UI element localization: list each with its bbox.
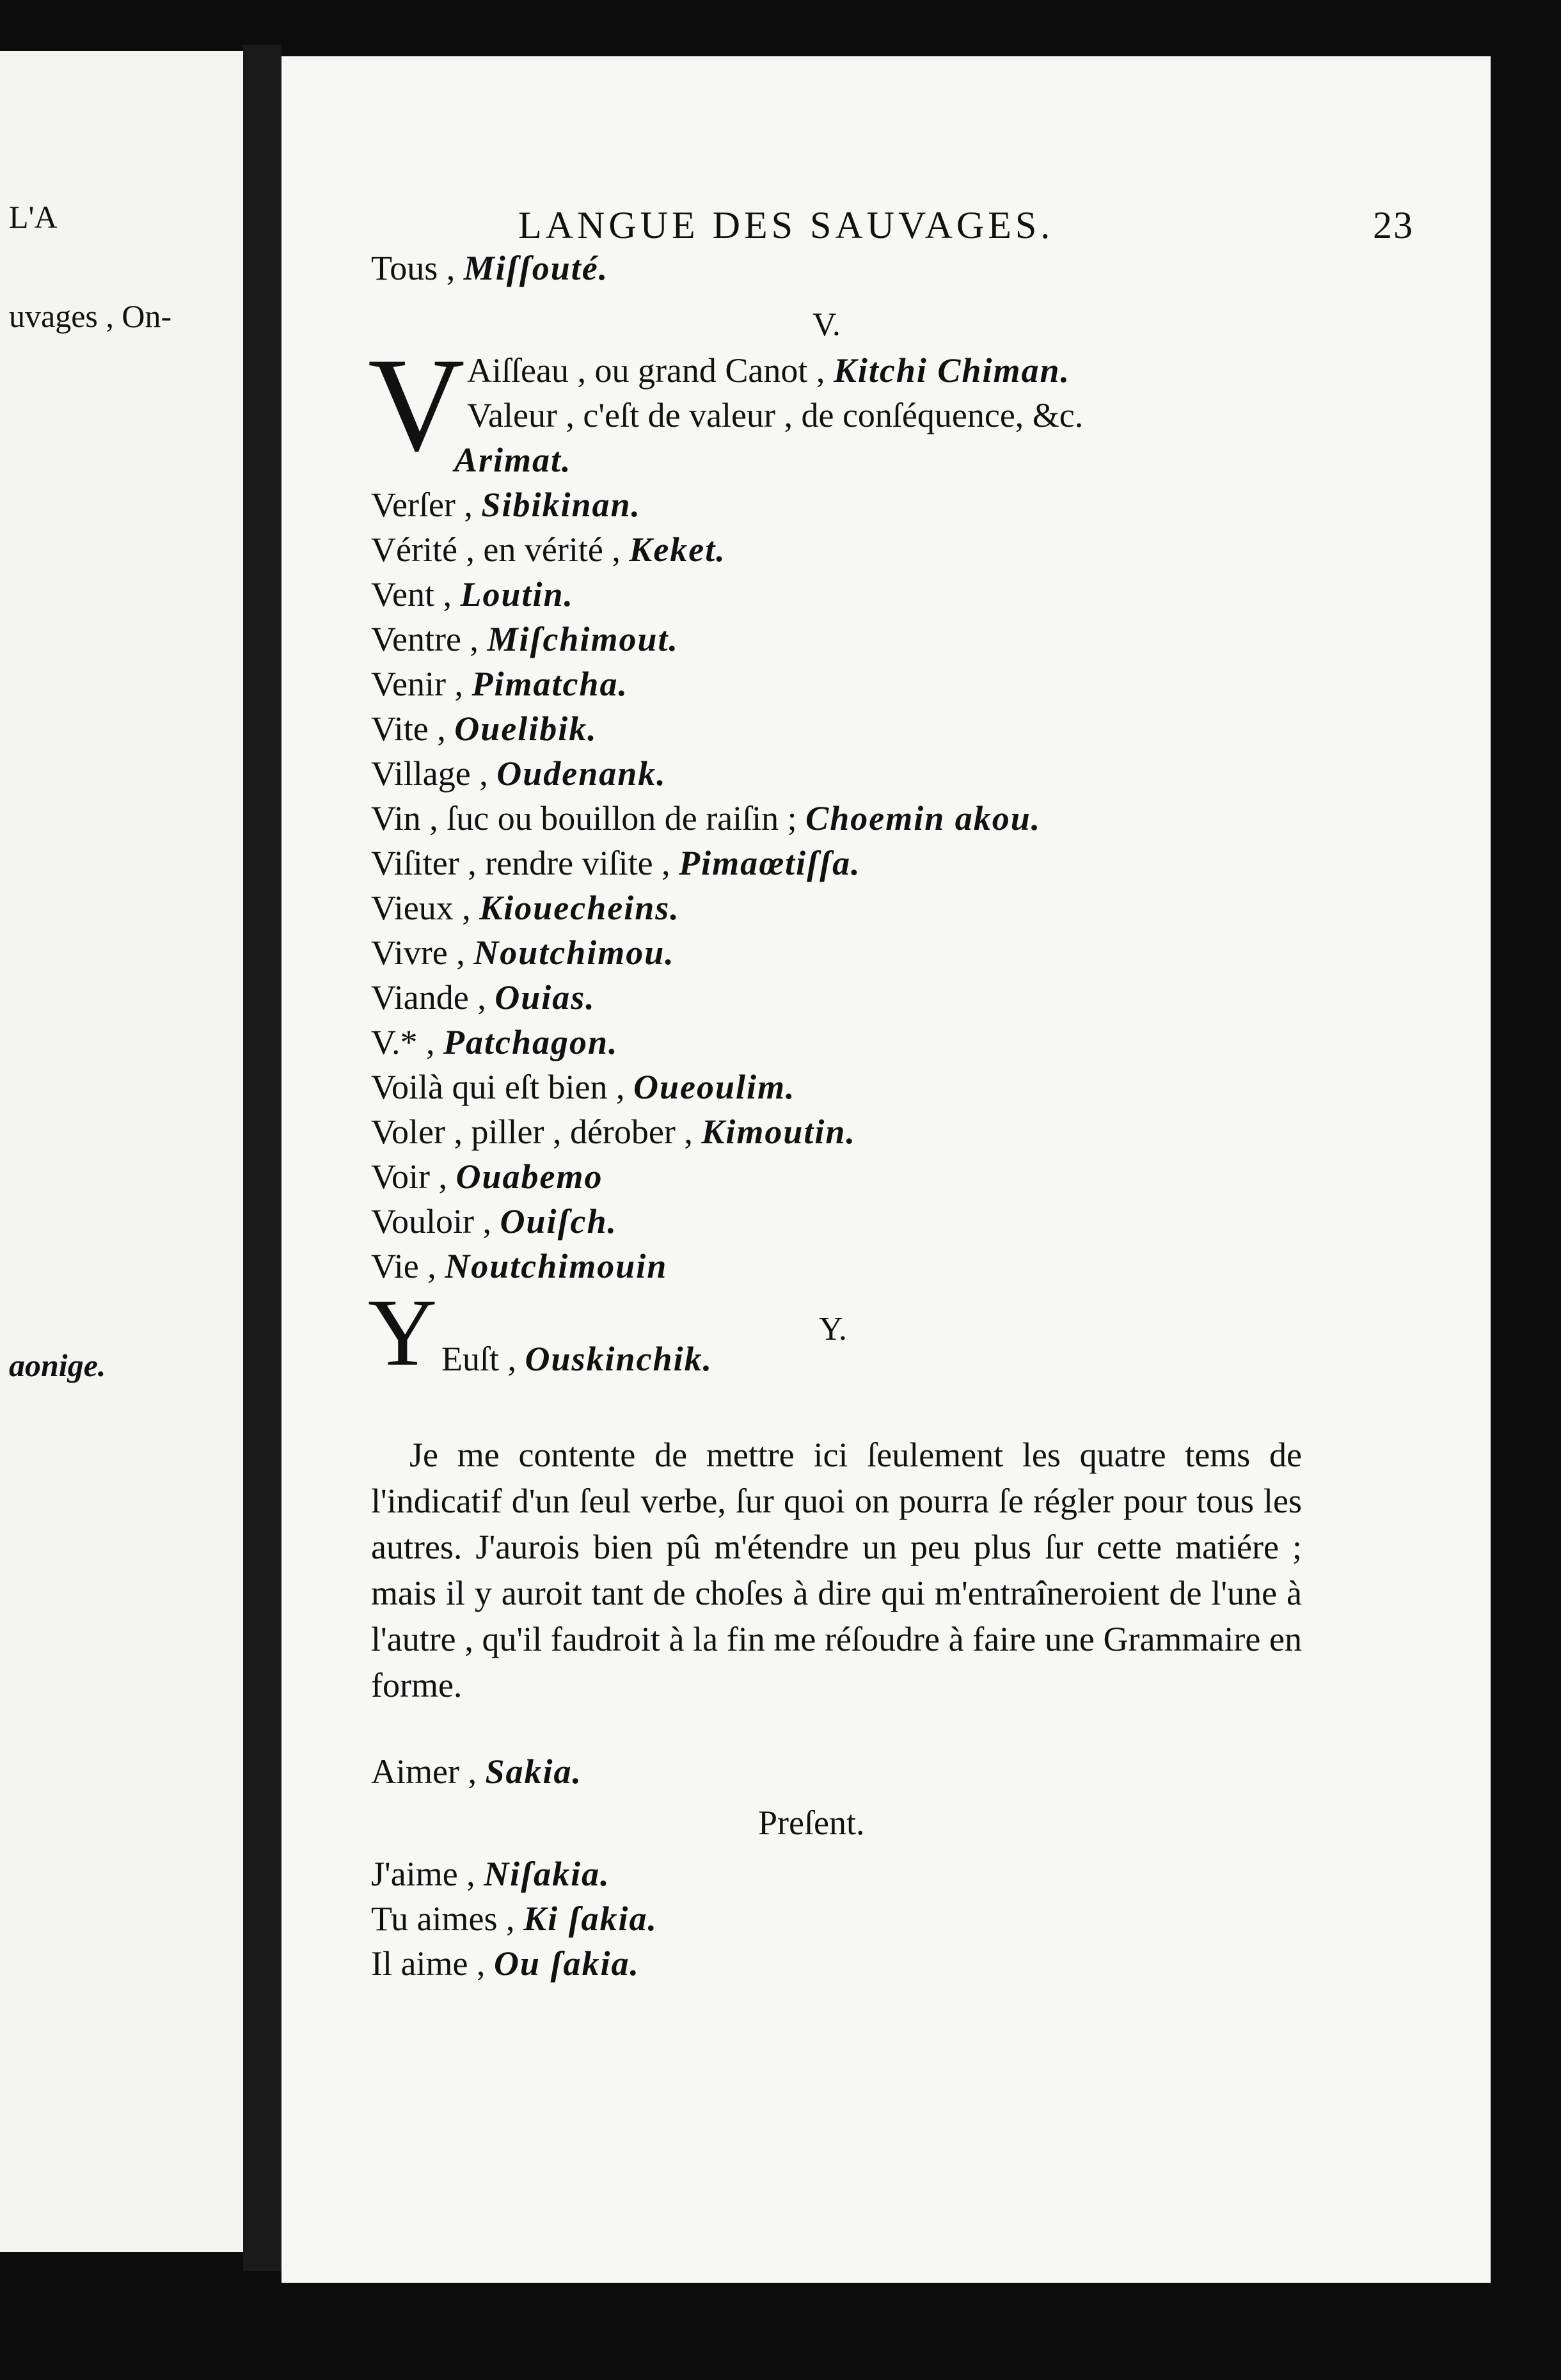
- entry-word: J'aime ,: [371, 1855, 475, 1893]
- entry-translation: Arimat.: [454, 441, 572, 479]
- entry-word: Tu aimes ,: [371, 1900, 515, 1938]
- entry-line: [371, 933, 675, 972]
- entry-word: Venir ,: [371, 665, 463, 703]
- running-head: [518, 203, 1414, 248]
- conjugation-line: [371, 1944, 640, 1983]
- entry-translation: Loutin.: [460, 575, 574, 614]
- entry-translation: Ouiſch.: [500, 1202, 618, 1241]
- entry-translation: Ouabemo: [456, 1157, 603, 1196]
- entry-line: [371, 664, 628, 704]
- entry-line: [371, 709, 598, 749]
- entry-translation: Kimoutin.: [701, 1113, 856, 1151]
- entry-translation: Sibikinan.: [481, 486, 642, 524]
- verb-infinitive-line: [371, 1752, 582, 1791]
- entry-translation: Niſakia.: [484, 1855, 610, 1893]
- entry-line: [371, 754, 667, 793]
- left-page-fragment: uvages , On-: [9, 298, 172, 334]
- entry-translation: Noutchimou.: [473, 933, 675, 972]
- entry-word: Viſiter , rendre viſite ,: [371, 844, 670, 882]
- entry-line: [371, 843, 861, 883]
- entry-line: Valeur , c'eſt de valeur , de conſéquence, &c.: [467, 396, 1084, 434]
- left-page-fragment: L'A: [9, 199, 58, 235]
- entry-word: Vite ,: [371, 710, 446, 748]
- left-page-fragment: aonige.: [9, 1347, 106, 1383]
- entry-line: [371, 978, 596, 1017]
- entry-line: [371, 798, 1041, 838]
- entry-word: Vérité , en vérité ,: [371, 530, 621, 569]
- entry-word: Euſt ,: [441, 1340, 516, 1378]
- left-page: [0, 51, 250, 2252]
- entry-translation: Pimatcha.: [471, 665, 628, 703]
- entry-translation: Noutchimouin: [445, 1247, 668, 1285]
- entry-translation: Ouskinchik.: [525, 1340, 713, 1378]
- section-heading-v: V.: [812, 306, 841, 343]
- conjugation-line: [371, 1854, 610, 1894]
- entry-line: [441, 1339, 713, 1379]
- entry-word: Vin , ſuc ou bouillon de raiſin ;: [371, 799, 797, 837]
- entry-word: Voilà qui eſt bien ,: [371, 1068, 625, 1106]
- entry-word: Vie ,: [371, 1247, 436, 1285]
- book-page: [281, 56, 1491, 2283]
- entry-translation: Ouias.: [495, 978, 596, 1017]
- entry-line: [371, 530, 726, 569]
- body-paragraph: Je me contente de mettre ici ſeulement les quatre tems de l'indicatif d'un ſeul verbe, ſur quoi on pourra ſe régler pour tous les autres. J'aurois bien pû m'étendre un peu plus ſur cette matiére ; mais il y auroit tant de choſes à dire qui m'entraîneroient de l'une à l'autre , qu'il faudroit à la fin me réſoudre à faire une Grammaire en forme.: [371, 1436, 1302, 1704]
- drop-cap-y: Y: [368, 1280, 438, 1386]
- entry-translation: Ouelibik.: [454, 710, 598, 748]
- entry-translation: Kiouecheins.: [479, 889, 680, 927]
- entry-word: Voir ,: [371, 1157, 448, 1196]
- entry-word: Aimer ,: [371, 1752, 477, 1791]
- entry-line: [371, 619, 679, 659]
- entry-word: V.* ,: [371, 1023, 435, 1061]
- conjugation-line: [371, 1899, 658, 1939]
- entry-word: Viande ,: [371, 978, 486, 1017]
- entry-word: Vieux ,: [371, 889, 471, 927]
- entry-line: [371, 888, 680, 928]
- entry-translation: Kitchi Chiman.: [833, 351, 1071, 390]
- tense-heading: Preſent.: [758, 1804, 865, 1842]
- entry-translation: Pimaœtiſſa.: [679, 844, 861, 882]
- entry-line: [371, 1067, 796, 1107]
- entry-word: Il aime ,: [371, 1944, 486, 1983]
- entry-word: Village ,: [371, 754, 488, 793]
- entry-translation: Choemin akou.: [805, 799, 1042, 837]
- entry-translation: Sakia.: [485, 1752, 582, 1791]
- entry-line: [371, 1022, 619, 1062]
- section-heading-y: Y.: [819, 1311, 847, 1347]
- entry-line: [371, 485, 641, 525]
- entry-line: [467, 351, 1070, 390]
- entry-line: [371, 575, 574, 614]
- page-number: 23: [1373, 204, 1414, 246]
- book-gutter: [243, 45, 281, 2271]
- entry-translation: Oudenank.: [496, 754, 667, 793]
- entry-line: [371, 248, 608, 288]
- entry-word: Vent ,: [371, 575, 452, 614]
- entry-line: [371, 1112, 856, 1152]
- entry-word: Voler , piller , dérober ,: [371, 1113, 693, 1151]
- entry-translation: Keket.: [629, 530, 726, 569]
- entry-translation: Ki ſakia.: [523, 1900, 658, 1938]
- entry-translation: Oueoulim.: [633, 1068, 796, 1106]
- entry-word: Ventre ,: [371, 620, 479, 658]
- entry-translation: Miſſouté.: [463, 249, 609, 287]
- entry-word: Aiſſeau , ou grand Canot ,: [467, 351, 825, 390]
- drop-cap-v: V: [368, 331, 465, 479]
- entry-word: Tous ,: [371, 249, 456, 287]
- entry-translation: Miſchimout.: [487, 620, 679, 658]
- entry-line: [371, 1157, 603, 1196]
- entry-translation: Patchagon.: [443, 1023, 619, 1061]
- entry-word: Verſer ,: [371, 486, 473, 524]
- entry-line: [371, 1202, 617, 1241]
- entry-word: Vivre ,: [371, 933, 465, 972]
- entry-word: Vouloir ,: [371, 1202, 492, 1241]
- running-head-title: LANGUE DES SAUVAGES.: [518, 204, 1054, 246]
- entry-translation: Ou ſakia.: [493, 1944, 640, 1983]
